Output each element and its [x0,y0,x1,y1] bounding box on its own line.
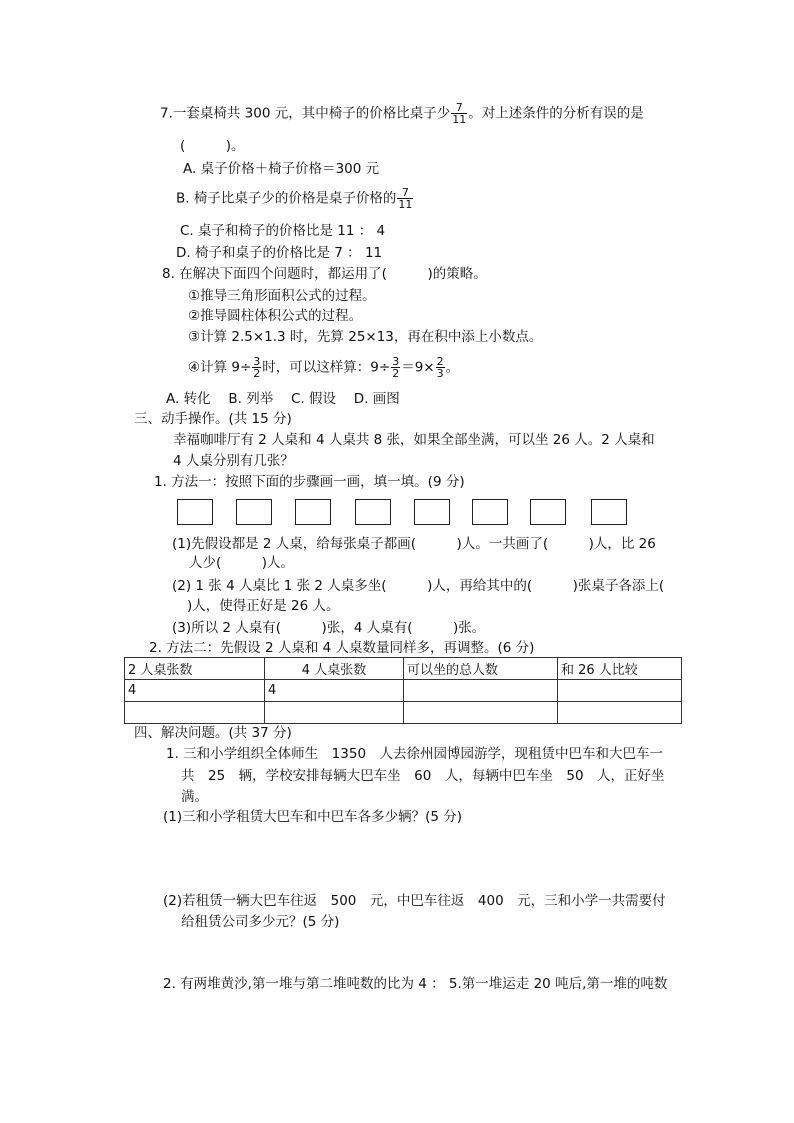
fraction: $\frac{2}{3}$ [436,355,444,380]
problem-1-question-2-line-2: 给租赁公司多少元？(5 分) [181,914,340,930]
q7-stem: 7.一套桌椅共 300 元，其中椅子的价格比桌子少 $\frac{7}{11}$ 。对上述条件的分析有误的是 [160,101,644,126]
table-drawing-box [530,499,566,525]
step-3: (3)所以 2 人桌有( )张，4 人桌有( )张。 [172,620,486,636]
table-cell[interactable]: 4 [125,680,265,702]
fraction: $\frac{7}{11}$ [452,101,467,126]
q7-option-b: B. 椅子比桌子少的价格是桌子价格的 $\frac{7}{11}$ [176,186,413,211]
table-drawing-box [177,499,213,525]
table-cell[interactable] [265,702,404,724]
fraction: $\frac{3}{2}$ [253,355,261,380]
q8-stem: 8. 在解决下面四个问题时，都运用了( )的策略。 [162,266,487,282]
method-2-title: 2. 方法二：先假设 2 人桌和 4 人桌数量同样多，再调整。(6 分) [149,640,535,656]
table-header-cell: 和 26 人比较 [558,658,682,680]
table-header-cell: 可以坐的总人数 [404,658,558,680]
method-1-title: 1. 方法一：按照下面的步骤画一画，填一填。(9 分) [154,474,465,490]
q8-item-1: ①推导三角形面积公式的过程。 [188,288,376,304]
problem-1-question-1: (1)三和小学租赁大巴车和中巴车各多少辆？(5 分) [163,809,463,825]
q8-options: A. 转化 B. 列举 C. 假设 D. 画图 [166,391,400,407]
table-cell[interactable] [404,680,558,702]
step-1-line-2: 人少( )人。 [189,555,295,571]
section-3-text-line-1: 幸福咖啡厅有 2 人桌和 4 人桌共 8 张，如果全部坐满，可以坐 26 人。2 人桌和 [173,432,655,448]
fraction: $\frac{3}{2}$ [392,355,400,380]
table-cell[interactable]: 4 [265,680,404,702]
q7-answer-paren: ( )。 [180,138,245,154]
table-header-row [125,658,682,680]
fraction: $\frac{7}{11}$ [398,186,413,211]
table-header-cell: 2 人桌张数 [125,658,265,680]
step-1-line-1: (1)先假设都是 2 人桌，给每张桌子都画( )人。一共画了( )人，比 26 [172,536,656,552]
table-drawing-box [414,499,450,525]
table-cell[interactable] [558,680,682,702]
table-drawing-box [355,499,391,525]
q8-item-4: ④计算 9÷ $\frac{3}{2}$ 时，可以这样算：9÷ $\frac{3}{2}$ ＝9× $\frac{2}{3}$ 。 [188,355,460,380]
method-2-table [124,657,682,724]
q8-item-3: ③计算 2.5×1.3 时，先算 25×13，再在积中添上小数点。 [188,329,543,345]
table-cell[interactable] [404,702,558,724]
table-drawing-box [591,499,627,525]
problem-1-line-2: 共 25 辆，学校安排每辆大巴车坐 60 人，每辆中巴车坐 50 人，正好坐 [181,768,665,784]
table-cell[interactable] [558,702,682,724]
problem-1-line-1: 1. 三和小学组织全体师生 1350 人去徐州园博园游学，现租赁中巴车和大巴车一 [166,746,664,762]
section-3-text-line-2: 4 人桌分别有几张？ [173,453,294,469]
q7-option-a: A. 桌子价格＋椅子价格＝300 元 [183,161,380,177]
problem-1-line-3: 满。 [181,789,208,805]
table-cell[interactable] [125,702,265,724]
q7-option-d: D. 椅子和桌子的价格比是 7 ： 11 [176,245,383,261]
table-row [125,680,682,702]
table-drawing-box [295,499,331,525]
section-4-heading: 四、解决问题。(共 37 分) [134,725,292,741]
table-drawing-box [472,499,508,525]
step-2-line-2: )人，使得正好是 26 人。 [187,598,340,614]
q8-item-2: ②推导圆柱体积公式的过程。 [188,308,363,324]
section-3-heading: 三、动手操作。(共 15 分) [134,411,292,427]
table-drawing-box [236,499,272,525]
step-2-line-1: (2) 1 张 4 人桌比 1 张 2 人桌多坐( )人，再给其中的( )张桌子各添上( [172,578,665,594]
q7-option-c: C. 桌子和椅子的价格比是 11 ： 4 [180,223,386,239]
problem-1-question-2-line-1: (2)若租赁一辆大巴车往返 500 元，中巴车往返 400 元，三和小学一共需要付 [163,893,666,909]
table-header-cell: 4 人桌张数 [265,658,404,680]
table-row [125,702,682,724]
problem-2-line-1: 2. 有两堆黄沙,第一堆与第二堆吨数的比为 4 ： 5.第一堆运走 20 吨后,第一堆的吨数 [163,976,668,992]
